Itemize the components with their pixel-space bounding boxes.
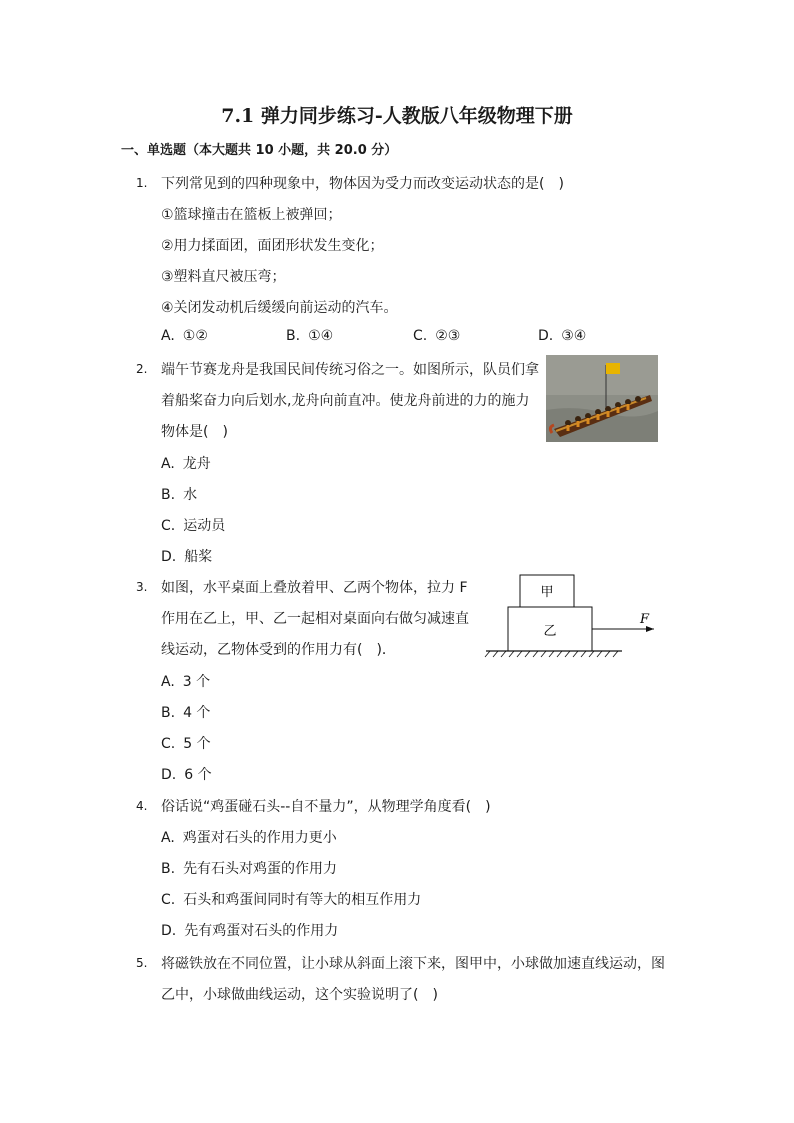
- option-b[interactable]: B. 4 个: [161, 705, 211, 721]
- force-label: F: [640, 612, 650, 627]
- question-stem: ④关闭发动机后缓缓向前运动的汽车。: [161, 300, 398, 316]
- question-stem: ①篮球撞击在篮板上被弹回；: [161, 207, 342, 223]
- question-number: 2.: [136, 362, 148, 376]
- question-number: 3.: [136, 580, 148, 594]
- option-a[interactable]: A. 鸡蛋对石头的作用力更小: [161, 830, 337, 846]
- option-d[interactable]: D. 6 个: [161, 767, 212, 783]
- option-b[interactable]: B. 水: [161, 487, 198, 503]
- option-a[interactable]: A. ①②: [161, 328, 208, 344]
- question-stem: ③塑料直尺被压弯；: [161, 269, 286, 285]
- dragon-boat-photo: [546, 355, 658, 442]
- question-stem: 物体是( ): [161, 424, 228, 440]
- question-stem: 作用在乙上，甲、乙一起相对桌面向右做匀减速直: [161, 611, 469, 627]
- option-d[interactable]: D. 先有鸡蛋对石头的作用力: [161, 923, 339, 939]
- question-stem: 端午节赛龙舟是我国民间传统习俗之一。如图所示，队员们拿: [161, 362, 539, 378]
- question-stem: 如图，水平桌面上叠放着甲、乙两个物体，拉力 F: [161, 580, 468, 596]
- page-title: 7.1 弹力同步练习-人教版八年级物理下册: [221, 105, 573, 127]
- question-stem: 俗话说“鸡蛋碰石头--自不量力”，从物理学角度看( ): [161, 799, 491, 815]
- option-a[interactable]: A. 龙舟: [161, 456, 211, 472]
- question-stem: 下列常见到的四种现象中，物体因为受力而改变运动状态的是( ): [161, 176, 564, 192]
- question-stem: 将磁铁放在不同位置，让小球从斜面上滚下来，图甲中，小球做加速直线运动，图: [161, 956, 665, 972]
- section-heading: 一、单选题（本大题共 10 小题，共 20.0 分）: [121, 143, 398, 158]
- option-a[interactable]: A. 3 个: [161, 674, 211, 690]
- question-stem: ②用力揉面团，面团形状发生变化；: [161, 238, 384, 254]
- question-number: 4.: [136, 799, 148, 813]
- option-c[interactable]: C. 石头和鸡蛋间同时有等大的相互作用力: [161, 892, 422, 908]
- question-number: 1.: [136, 176, 148, 190]
- option-b[interactable]: B. ①④: [286, 328, 334, 344]
- option-b[interactable]: B. 先有石头对鸡蛋的作用力: [161, 861, 338, 877]
- block-yi-label: 乙: [543, 624, 557, 639]
- option-c[interactable]: C. 5 个: [161, 736, 211, 752]
- option-c[interactable]: C. 运动员: [161, 518, 226, 534]
- question-stem: 着船桨奋力向后划水,龙舟向前直冲。使龙舟前进的力的施力: [161, 393, 530, 409]
- question-stem: 乙中，小球做曲线运动，这个实验说明了( ): [161, 987, 438, 1003]
- option-c[interactable]: C. ②③: [413, 328, 461, 344]
- stacked-blocks-diagram: [484, 571, 664, 663]
- option-d[interactable]: D. ③④: [538, 328, 587, 344]
- question-stem: 线运动，乙物体受到的作用力有( )．: [161, 642, 396, 658]
- block-jia-label: 甲: [540, 585, 554, 600]
- option-d[interactable]: D. 船桨: [161, 549, 213, 565]
- table-hatching: [485, 651, 618, 657]
- question-number: 5.: [136, 956, 148, 970]
